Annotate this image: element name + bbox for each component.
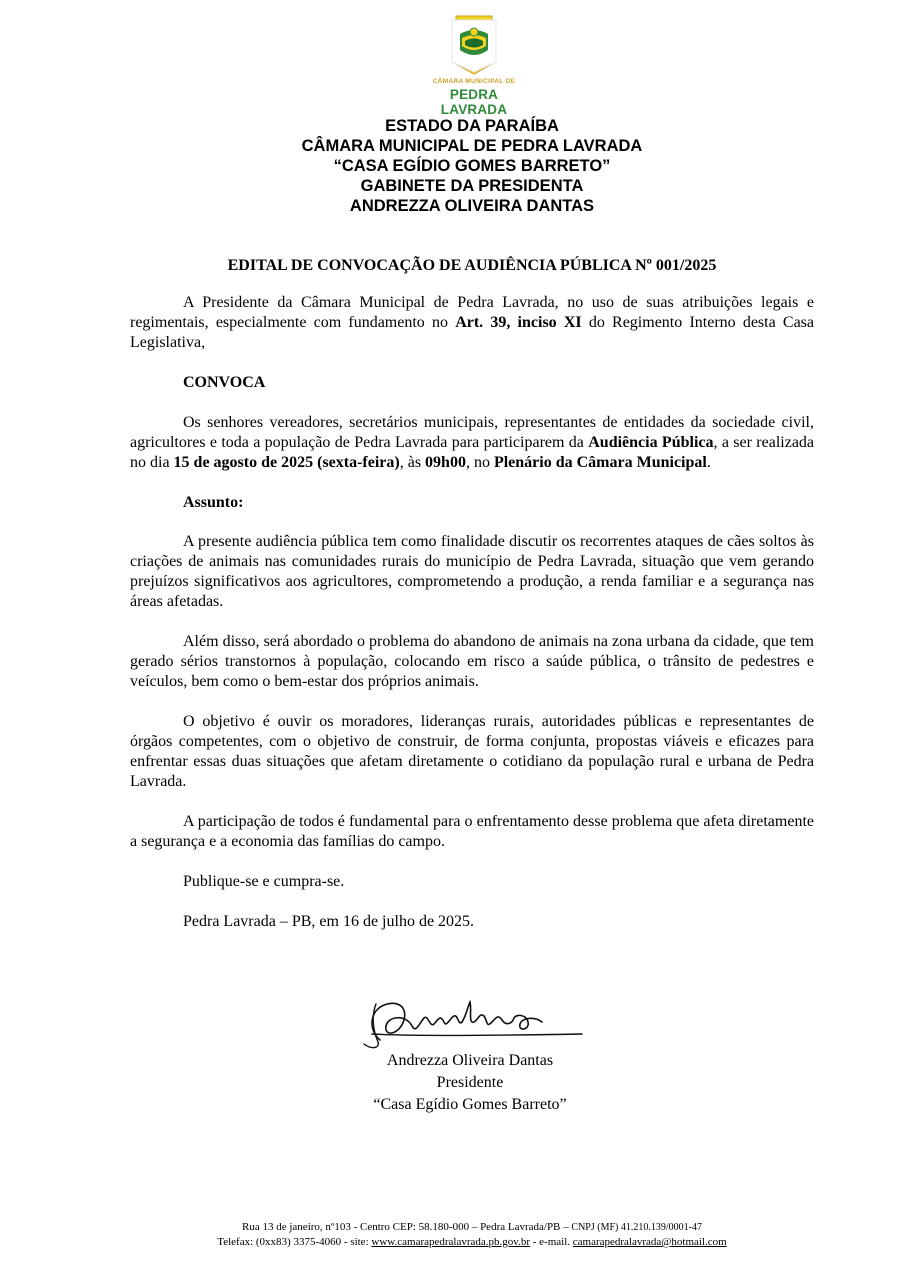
signatory-house: “Casa Egídio Gomes Barreto” — [373, 1096, 567, 1113]
document-footer — [130, 1220, 814, 1249]
paragraph-subject: A presente audiência pública tem como finalidade discutir os recorrentes ataques de cães soltos às criações de animais nas comunidades rurais do município de Pedra Lavrada, situação que vem gerando prejuízos significativos aos agricultores, comprometendo a produção, a renda familiar e a segurança nas áreas afetadas. — [130, 533, 814, 610]
paragraph-invitation: Os senhores vereadores, secretários municipais, representantes de entidades da sociedade civil, agricultores e toda a população de Pedra Lavrada para participarem da Audiência Pública, a ser realizada no dia 15 de agosto de 2025 (sexta-feira), às 09h00, no Plenário da Câmara Municipal. — [130, 414, 815, 471]
header-chamber: CÂMARA MUNICIPAL DE PEDRA LAVRADA — [301, 137, 643, 155]
header-house: “CASA EGÍDIO GOMES BARRETO” — [333, 157, 611, 175]
paragraph-subject-heading: Assunto: — [183, 494, 244, 511]
signature-block — [320, 1050, 620, 1116]
paragraph-urban: Além disso, será abordado o problema do abandono de animais na zona urbana da cidade, que tem gerado sérios transtornos à população, colocando em risco a saúde pública, o trânsito de pedestres e veículos, bem como o bem-estar dos próprios animais. — [130, 633, 814, 690]
paragraph-convoca: CONVOCA — [183, 374, 266, 391]
document-title: EDITAL DE CONVOCAÇÃO DE AUDIÊNCIA PÚBLICA Nº 001/2025 — [227, 257, 717, 274]
signatory-role: Presidente — [436, 1074, 504, 1091]
paragraph-objective: O objetivo é ouvir os moradores, lideranças rurais, autoridades públicas e representantes de órgãos competentes, com o objetivo de construir, de forma conjunta, propostas viáveis e eficazes para enfrentar essas duas situações que afetam diretamente o cotidiano da população rural e urbana de Pedra Lavrada. — [130, 713, 814, 790]
footer-address: Rua 13 de janeiro, nº103 - Centro CEP: 58.180-000 – Pedra Lavrada/PB – CNPJ (MF) 41.210.139/0001-47 — [242, 1221, 702, 1233]
footer-email-link[interactable]: camarapedralavrada@hotmail.com — [572, 1236, 727, 1248]
logo-caption-small: CÂMARA MUNICIPAL DE — [432, 78, 516, 85]
chamber-logo — [418, 14, 530, 117]
document-body — [130, 293, 814, 932]
paragraph-date: Pedra Lavrada – PB, em 16 de julho de 2025. — [183, 913, 475, 930]
chamber-emblem-icon — [448, 14, 500, 76]
paragraph-publish: Publique-se e cumpra-se. — [183, 873, 345, 890]
header-president: ANDREZZA OLIVEIRA DANTAS — [349, 197, 595, 215]
footer-site-link[interactable]: www.camarapedralavrada.pb.gov.br — [371, 1236, 530, 1248]
signatory-name: Andrezza Oliveira Dantas — [386, 1052, 554, 1069]
header-office: GABINETE DA PRESIDENTA — [360, 177, 584, 195]
logo-caption-large: PEDRA LAVRADA — [440, 87, 508, 117]
paragraph-participation: A participação de todos é fundamental para o enfrentamento desse problema que afeta diretamente a segurança e a economia das famílias do campo. — [130, 813, 814, 850]
handwritten-signature — [350, 992, 590, 1054]
header-state: ESTADO DA PARAÍBA — [385, 117, 559, 135]
footer-contact: Telefax: (0xx83) 3375-4060 - site: www.camarapedralavrada.pb.gov.br - e-mail. camarapedralavrada@hotmail.com — [217, 1236, 727, 1248]
paragraph-intro: A Presidente da Câmara Municipal de Pedra Lavrada, no uso de suas atribuições legais e regimentais, especialmente com fundamento no Art. 39, inciso XI do Regimento Interno desta Casa Legislativa, — [130, 294, 815, 351]
document-header — [0, 116, 900, 216]
